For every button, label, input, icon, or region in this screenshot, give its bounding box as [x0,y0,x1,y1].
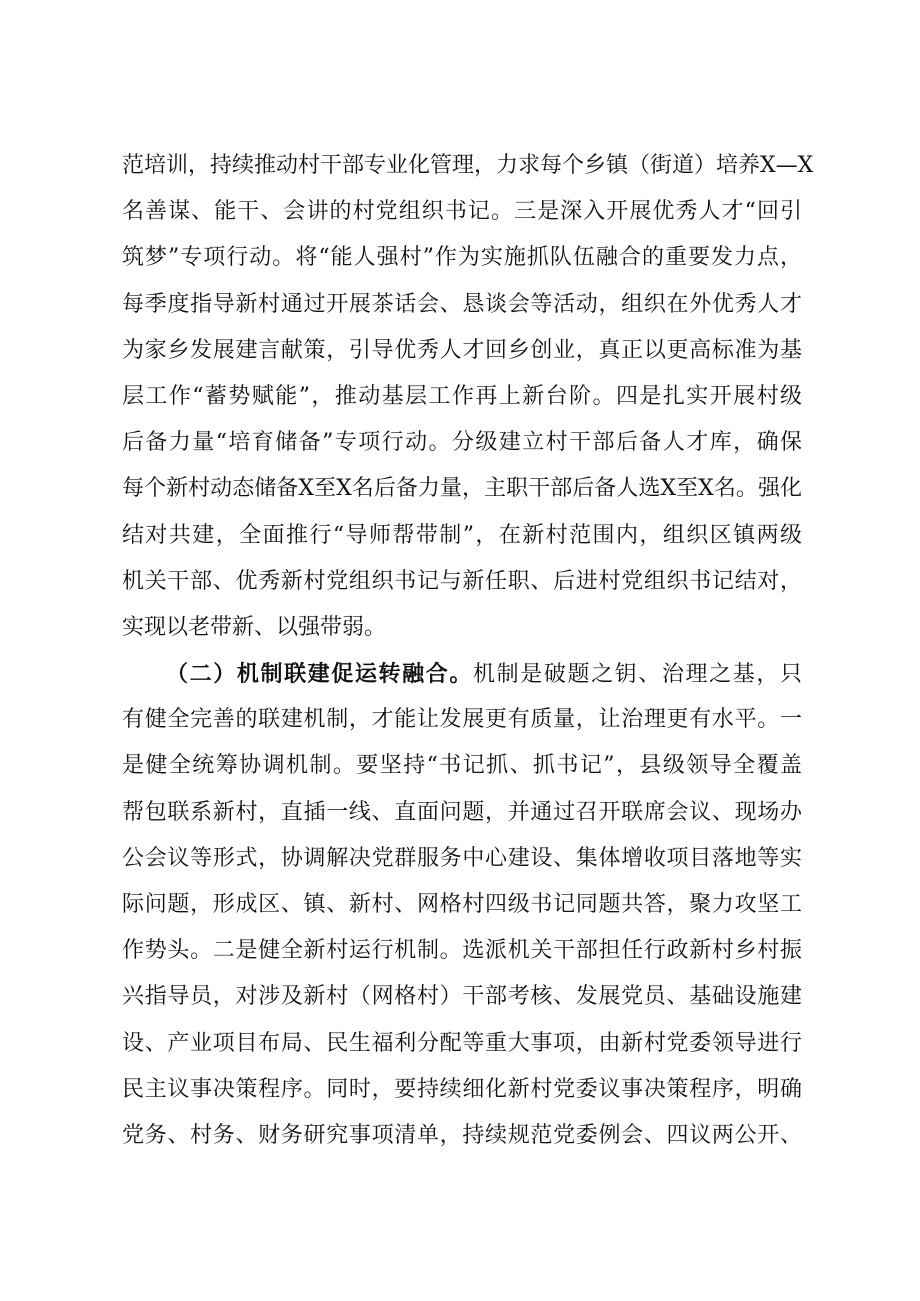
text-line: 设、产业项目布局、民生福利分配等重大事项，由新村党委领导进行 [122,1030,802,1056]
paragraph-talent-cultivation [122,143,814,651]
text-line: 党务、村务、财务研究事项清单，持续规范党委例会、四议两公开、 [122,1122,802,1148]
section-heading-line [122,651,802,697]
text-line: 兴指导员，对涉及新村（网格村）干部考核、发展党员、基础设施建 [122,984,802,1010]
text-run: 机制是破题之钥、治理之基，只 [473,662,802,688]
section-heading: （二）机制联建促运转融合。 [166,661,473,688]
text-line: 帮包联系新村，直插一线、直面问题，并通过召开联席会议、现场办 [122,799,802,825]
paragraph-mechanism-integration [122,651,802,1159]
text-line: 每个新村动态储备X至X名后备力量，主职干部后备人选X至X名。强化 [122,476,802,502]
text-line: 公会议等形式，协调解决党群服务中心建设、集体增收项目落地等实 [122,845,802,871]
text-line: 每季度指导新村通过开展茶话会、恳谈会等活动，组织在外优秀人才 [122,291,802,317]
text-line: 民主议事决策程序。同时，要持续细化新村党委议事决策程序，明确 [122,1076,802,1102]
text-line: 后备力量“培育储备”专项行动。分级建立村干部后备人才库，确保 [122,430,802,456]
text-line: 实现以老带新、以强带弱。 [122,614,387,640]
text-line: 有健全完善的联建机制，才能让发展更有质量，让治理更有水平。一 [122,707,802,733]
text-line: 是健全统筹协调机制。要坚持“书记抓、抓书记”，县级领导全覆盖 [122,753,802,779]
text-line: 筑梦”专项行动。将“能人强村”作为实施抓队伍融合的重要发力点， [122,245,802,271]
text-line: 层工作“蓄势赋能”，推动基层工作再上新台阶。四是扎实开展村级 [122,383,802,409]
text-line: 为家乡发展建言献策，引导优秀人才回乡创业，真正以更高标准为基 [122,337,802,363]
document-body [122,143,814,1159]
text-line: 作势头。二是健全新村运行机制。选派机关干部担任行政新村乡村振 [122,938,802,964]
text-line: 机关干部、优秀新村党组织书记与新任职、后进村党组织书记结对， [122,568,802,594]
text-line: 际问题，形成区、镇、新村、网格村四级书记同题共答，聚力攻坚工 [122,892,802,917]
text-line: 结对共建，全面推行“导师帮带制”，在新村范围内，组织区镇两级 [122,522,802,548]
text-line: 范培训，持续推动村干部专业化管理，力求每个乡镇（街道）培养X—X [122,153,814,178]
text-line: 名善谋、能干、会讲的村党组织书记。三是深入开展优秀人才“回引 [122,199,802,225]
